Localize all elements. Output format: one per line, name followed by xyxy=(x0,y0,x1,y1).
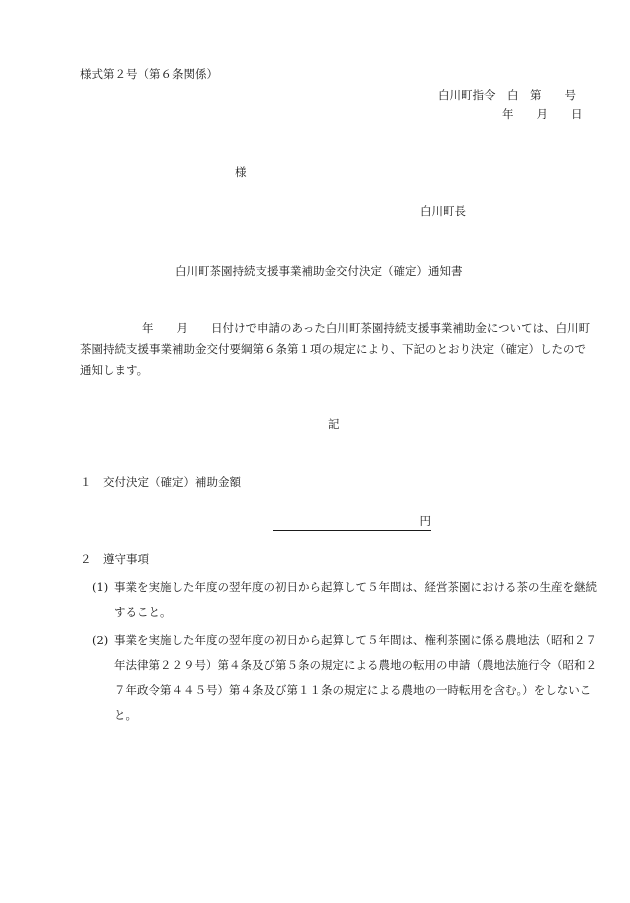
issue-date: 年 月 日 xyxy=(502,107,583,121)
compliance-item-1-text: 事業を実施した年度の翌年度の初日から起算して５年間は、経営茶園における茶の生産を継続すること。 xyxy=(114,580,597,619)
notation-ki: 記 xyxy=(328,417,340,431)
compliance-item-1 xyxy=(92,575,598,625)
addressee-honorific: 様 xyxy=(235,165,247,179)
body-paragraph xyxy=(80,318,595,381)
amount-unit: 円 xyxy=(419,514,431,528)
amount-field xyxy=(273,513,431,531)
item2-heading: ２ 遵守事項 xyxy=(80,552,149,566)
body-text: 年 月 日付けで申請のあった白川町茶園持続支援事業補助金については、白川町茶園持続支援事業補助金交付要綱第６条第１項の規定により、下記のとおり決定（確定）したので通知します。 xyxy=(80,321,591,377)
compliance-item-1-number: (1) xyxy=(92,580,109,594)
item1-heading: １ 交付決定（確定）補助金額 xyxy=(80,475,241,489)
reference-number: 白川町指令 白 第 号 xyxy=(438,88,576,102)
compliance-item-2-text: 事業を実施した年度の翌年度の初日から起算して５年間は、権利茶園に係る農地法（昭和２７年法律第２２９号）第４条及び第５条の規定による農地の転用の申請（農地法施行令（昭和２７年政令第４４５号）第４条及び第１１条の規定による農地の一時転用を含む。）をしないこと。 xyxy=(114,633,597,722)
form-number: 様式第２号（第６条関係） xyxy=(80,67,218,81)
document-title: 白川町茶園持続支援事業補助金交付決定（確定）通知書 xyxy=(175,264,463,278)
compliance-item-2-number: (2) xyxy=(92,633,109,647)
sender-name: 白川町長 xyxy=(420,204,466,218)
compliance-item-2 xyxy=(92,628,598,728)
